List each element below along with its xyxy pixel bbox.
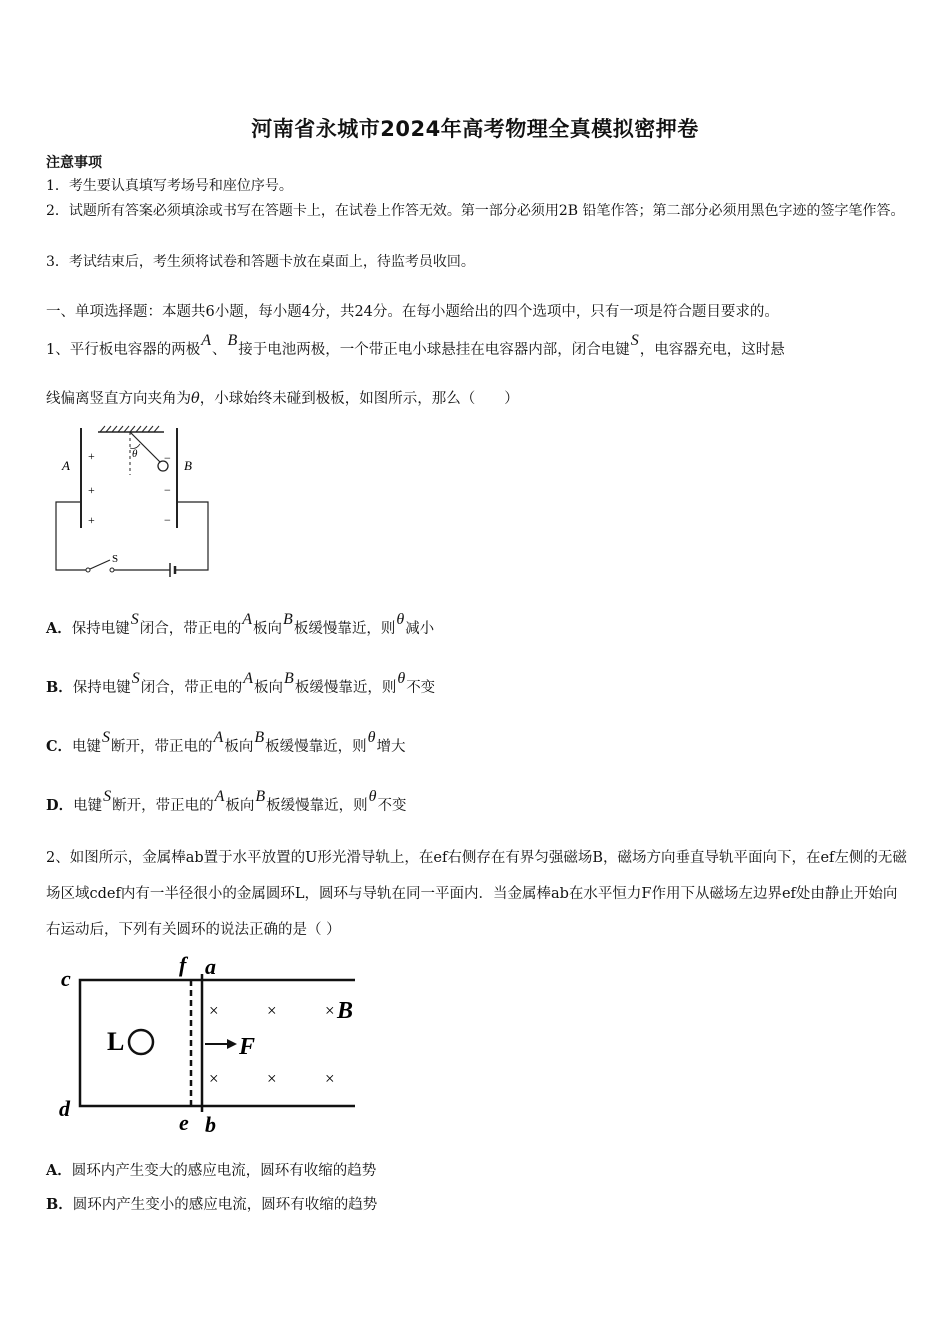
minus-sign: − xyxy=(164,483,171,497)
ring-label: L xyxy=(107,1027,125,1056)
notice-item: 2．试题所有答案必须填涂或书写在答题卡上，在试卷上作答无效。第一部分必须用2B 铅笔作答；第二部分必须用黑色字迹的签字笔作答。 xyxy=(46,203,905,219)
symbol-theta: θ xyxy=(191,391,200,407)
field-cross: × xyxy=(267,1001,277,1020)
q1-option-c[interactable]: C．电键S断开，带正电的A板向B板缓慢靠近，则θ增大 xyxy=(46,729,406,755)
label-b: b xyxy=(205,1112,216,1137)
switch-label: S xyxy=(112,553,119,565)
notice-heading: 注意事项 xyxy=(46,155,102,171)
q1-stem-line2: 线偏离竖直方向夹角为θ，小球始终未碰到极板，如图所示，那么（ ） xyxy=(46,391,519,407)
label-c: c xyxy=(61,966,71,991)
metal-ring xyxy=(129,1030,153,1054)
field-label: B xyxy=(337,998,354,1024)
field-cross: × xyxy=(267,1069,277,1088)
angle-label: θ xyxy=(132,448,138,460)
page-title: 河南省永城市2024年高考物理全真模拟密押卷 xyxy=(251,117,699,141)
q2-option-a[interactable]: A．圆环内产生变大的感应电流，圆环有收缩的趋势 xyxy=(46,1162,377,1179)
force-label: F xyxy=(239,1034,256,1060)
q1-option-b[interactable]: B．保持电键S闭合，带正电的A板向B板缓慢靠近，则θ不变 xyxy=(46,670,436,696)
q1-option-a[interactable]: A．保持电键S闭合，带正电的A板向B板缓慢靠近，则θ减小 xyxy=(46,611,435,637)
label-a: a xyxy=(205,954,216,979)
label-d: d xyxy=(59,1096,70,1121)
rail-figure xyxy=(55,952,365,1137)
symbol-b: B xyxy=(227,332,238,349)
plate-a-label: A xyxy=(62,458,70,473)
symbol-s: S xyxy=(630,332,639,349)
symbol-a: A xyxy=(201,332,212,349)
plus-sign: + xyxy=(88,513,95,527)
minus-sign: − xyxy=(164,513,171,527)
notice-item: 3．考试结束后，考生须将试卷和答题卡放在桌面上，待监考员收回。 xyxy=(46,254,475,270)
field-cross: × xyxy=(325,1001,335,1020)
field-cross: × xyxy=(325,1069,335,1088)
plus-sign: + xyxy=(88,483,95,497)
field-cross: × xyxy=(209,1001,219,1020)
notice-item: 1．考生要认真填写考场号和座位序号。 xyxy=(46,178,293,194)
minus-sign: − xyxy=(164,451,171,465)
label-f: f xyxy=(179,952,187,977)
label-e: e xyxy=(179,1110,189,1135)
q2-option-b[interactable]: B．圆环内产生变小的感应电流，圆环有收缩的趋势 xyxy=(46,1196,378,1213)
q1-option-d[interactable]: D．电键S断开，带正电的A板向B板缓慢靠近，则θ不变 xyxy=(46,788,407,814)
field-cross: × xyxy=(209,1069,219,1088)
q1-stem-line1: 1、平行板电容器的两极A、B接于电池两极，一个带正电小球悬挂在电容器内部，闭合电键S，电容器充电，这时悬 xyxy=(46,332,785,358)
q2-stem: 2、如图所示，金属棒ab置于水平放置的U形光滑导轨上，在ef右侧存在有界匀强磁场B，磁场方向垂直导轨平面向下，在ef左侧的无磁场区域cdef内有一半径很小的金属圆环L，圆环与导轨在同一平面内．当金属棒ab在水平恒力F作用下从磁场左边界ef处由静止开始向右运动后，下列有关圆环的说法正确的是（ ） xyxy=(46,850,907,938)
section-heading: 一、单项选择题：本题共6小题，每小题4分，共24分。在每小题给出的四个选项中，只有一项是符合题目要求的。 xyxy=(46,304,779,320)
capacitor-figure xyxy=(48,420,218,580)
plate-b-label: B xyxy=(184,458,192,473)
plus-sign: + xyxy=(88,449,95,463)
